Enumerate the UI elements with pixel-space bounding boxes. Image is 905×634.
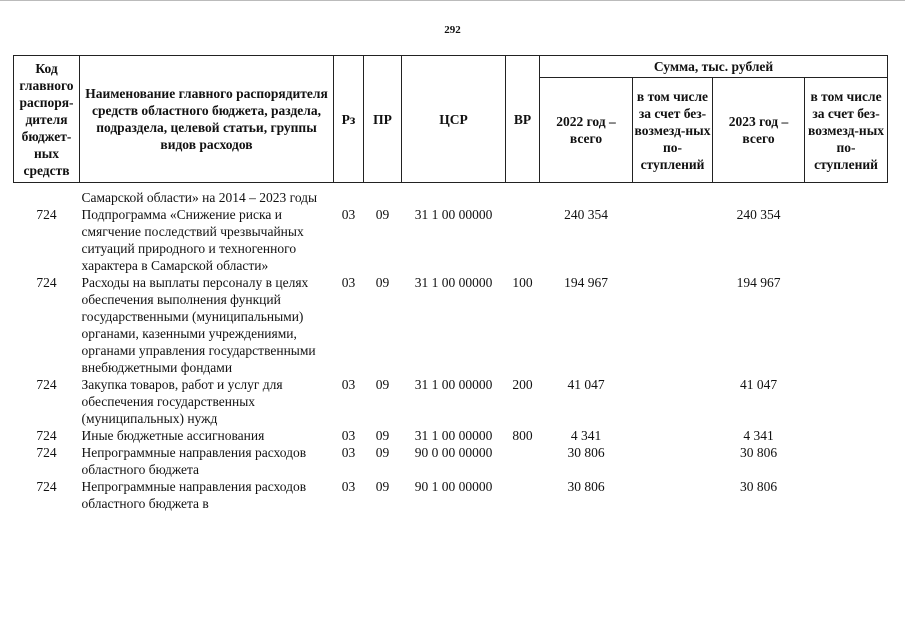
y2023-incl-cell: [805, 189, 888, 206]
y2023-incl-cell: [805, 206, 888, 274]
code-cell: 724: [36, 445, 57, 460]
rz-cell: 03: [341, 479, 356, 494]
y2023-incl-cell: [805, 444, 888, 478]
y2023-incl-cell: [805, 376, 888, 427]
y2023-total-cell: 194 967: [736, 275, 781, 290]
header-2022-incl: в том числе за счет без-возмезд-ных по-ступлений: [633, 78, 713, 183]
code-cell: [14, 189, 80, 206]
rz-cell: 03: [341, 207, 356, 222]
y2022-total-cell: 240 354: [564, 207, 608, 222]
y2023-total-cell: 30 806: [739, 445, 778, 460]
csr-cell: 90 1 00 00000: [414, 479, 493, 494]
vr-cell: 800: [512, 428, 533, 443]
header-2023-total: 2023 год – всего: [713, 78, 805, 183]
y2022-total-cell: 4 341: [570, 428, 602, 443]
name-cell: Иные бюджетные ассигнования: [81, 428, 265, 443]
page-number: 292: [444, 24, 461, 36]
y2022-incl-cell: [633, 478, 713, 512]
y2023-incl-cell: [805, 478, 888, 512]
y2022-incl-cell: [633, 206, 713, 274]
y2022-total-cell: 30 806: [567, 445, 605, 460]
name-cell: Закупка товаров, работ и услуг для обеспечения государственных (муниципальных) нужд: [81, 377, 283, 426]
table-row: [14, 189, 888, 206]
name-cell: Самарской области» на 2014 – 2023 годы: [81, 190, 318, 205]
y2022-incl-cell: [633, 376, 713, 427]
name-cell: Подпрограмма «Снижение риска и смягчение последствий чрезвычайных ситуаций природного и техногенного характера в Самарской области»: [81, 207, 304, 273]
rz-cell: 03: [341, 445, 356, 460]
pr-cell: 09: [375, 377, 390, 392]
vr-cell: [506, 444, 540, 478]
table-header: [14, 56, 888, 183]
vr-cell: [506, 189, 540, 206]
table-row: [14, 427, 888, 444]
name-cell: Расходы на выплаты персоналу в целях обеспечения выполнения функций государственными (муниципальными) органами, казенными учреждениями, органами управления государственными внебюджетными фондами: [81, 275, 316, 375]
table-row: [14, 274, 888, 376]
code-cell: 724: [36, 479, 57, 494]
pr-cell: 09: [375, 275, 390, 290]
rz-cell: 03: [341, 275, 356, 290]
rz-cell: 03: [341, 377, 356, 392]
rz-cell: 03: [341, 428, 356, 443]
header-2022-total: 2022 год – всего: [540, 78, 633, 183]
y2022-incl-cell: [633, 427, 713, 444]
top-border-line: [0, 0, 905, 7]
table-row: [14, 444, 888, 478]
header-sum: Сумма, тыс. рублей: [540, 56, 888, 78]
y2022-total-cell: 194 967: [564, 275, 608, 290]
table-row: [14, 376, 888, 427]
csr-cell: 31 1 00 00000: [414, 275, 493, 290]
y2022-incl-cell: [633, 444, 713, 478]
vr-cell: 100: [512, 275, 533, 290]
table-row: [14, 478, 888, 512]
pr-cell: 09: [375, 479, 390, 494]
header-rz: Рз: [334, 56, 364, 183]
vr-cell: 200: [512, 377, 533, 392]
name-cell: Непрограммные направления расходов областного бюджета в: [81, 479, 307, 511]
csr-cell: [402, 189, 506, 206]
y2023-total-cell: 30 806: [739, 479, 778, 494]
y2022-total-cell: [540, 189, 633, 206]
code-cell: 724: [36, 207, 57, 222]
code-cell: 724: [36, 377, 57, 392]
y2023-total-cell: 4 341: [743, 428, 774, 443]
header-code: Код главного распоря-дителя бюджет-ных средств: [14, 56, 80, 183]
header-vr: ВР: [506, 56, 540, 183]
code-cell: 724: [36, 275, 57, 290]
y2022-total-cell: 30 806: [567, 479, 605, 494]
budget-table: [13, 55, 888, 512]
csr-cell: 31 1 00 00000: [414, 428, 493, 443]
vr-cell: [506, 206, 540, 274]
name-cell: Непрограммные направления расходов областного бюджета: [81, 445, 307, 477]
header-csr: ЦСР: [402, 56, 506, 183]
header-name: Наименование главного распорядителя средств областного бюджета, раздела, подраздела, целевой статьи, группы видов расходов: [80, 56, 334, 183]
pr-cell: 09: [375, 445, 390, 460]
table-body: [14, 183, 888, 513]
y2022-incl-cell: [633, 274, 713, 376]
y2023-total-cell: [713, 189, 805, 206]
y2022-incl-cell: [633, 189, 713, 206]
table-row: [14, 206, 888, 274]
pr-cell: 09: [375, 207, 390, 222]
header-pr: ПР: [364, 56, 402, 183]
y2023-total-cell: 41 047: [739, 377, 778, 392]
code-cell: 724: [36, 428, 57, 443]
vr-cell: [506, 478, 540, 512]
pr-cell: 09: [375, 428, 390, 443]
y2023-incl-cell: [805, 274, 888, 376]
y2023-total-cell: 240 354: [736, 207, 781, 222]
csr-cell: 31 1 00 00000: [414, 377, 493, 392]
csr-cell: 90 0 00 00000: [414, 445, 493, 460]
pr-cell: [364, 189, 402, 206]
csr-cell: 31 1 00 00000: [414, 207, 493, 222]
rz-cell: [334, 189, 364, 206]
y2022-total-cell: 41 047: [567, 377, 605, 392]
y2023-incl-cell: [805, 427, 888, 444]
header-2023-incl: в том числе за счет без-возмезд-ных по-ступлений: [805, 78, 888, 183]
